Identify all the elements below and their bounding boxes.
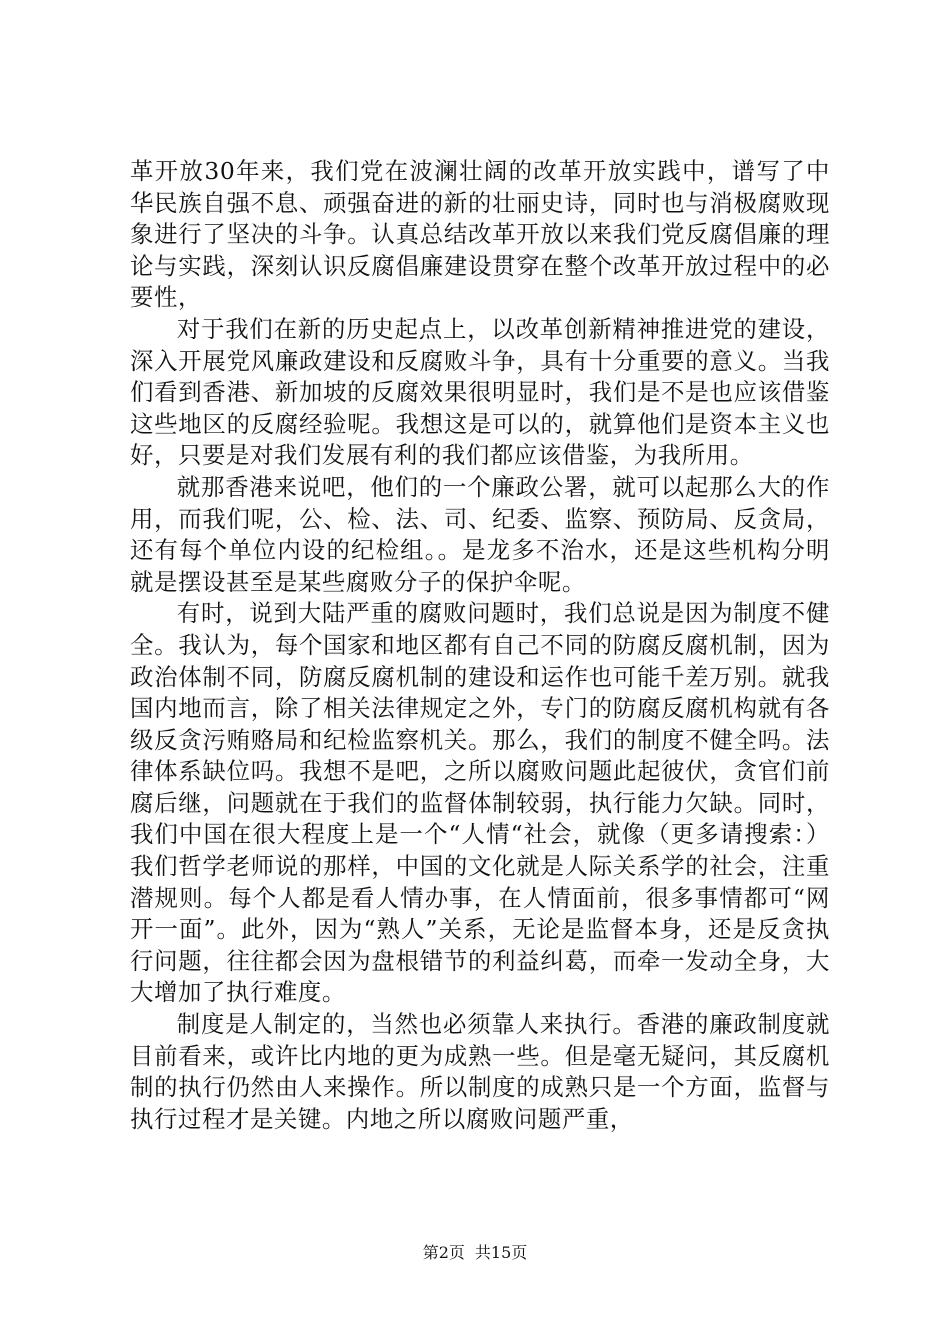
paragraph-2: 对于我们在新的历史起点上，以改革创新精神推进党的建设，深入开展党风廉政建设和反腐败斗争，具有十分重要的意义。当我们看到香港、新加坡的反腐效果很明显时，我们是不是也应该借鉴这些地区的反腐经验呢。我想这是可以的，就算他们是资本主义也好，只要是对我们发展有利的我们都应该借鉴，为我所用。 xyxy=(130,314,830,470)
paragraph-4: 有时，说到大陆严重的腐败问题时，我们总说是因为制度不健全。我认为，每个国家和地区都有自己不同的防腐反腐机制，因为政治体制不同，防腐反腐机制的建设和运作也可能千差万别。就我国内地而言，除了相关法律规定之外，专门的防腐反腐机构就有各级反贪污贿赂局和纪检监察机关。那么，我们的制度不健全吗。法律体系缺位吗。我想不是吧，之所以腐败问题此起彼伏，贪官们前腐后继，问题就在于我们的监督体制较弱，执行能力欠缺。同时，我们中国在很大程度上是一个“人情“社会，就像（更多请搜索：）我们哲学老师说的那样，中国的文化就是人际关系学的社会，注重潜规则。每个人都是看人情办事，在人情面前，很多事情都可“网开一面”。此外，因为“熟人”关系，无论是监督本身，还是反贪执行问题，往往都会因为盘根错节的利益纠葛，而牵一发动全身，大大增加了执行难度。 xyxy=(130,599,830,1007)
page-total: 共15页 xyxy=(474,1243,528,1262)
page-number: 第2页 xyxy=(422,1243,465,1262)
page-footer xyxy=(0,1243,950,1263)
paragraph-5: 制度是人制定的，当然也必须靠人来执行。香港的廉政制度就目前看来，或许比内地的更为成熟一些。但是毫无疑问，其反腐机制的执行仍然由人来操作。所以制度的成熟只是一个方面，监督与执行过程才是关键。内地之所以腐败问题严重， xyxy=(130,1010,830,1133)
paragraph-1: 革开放30年来，我们党在波澜壮阔的改革开放实践中，谱写了中华民族自强不息、顽强奋进的新的壮丽史诗，同时也与消极腐败现象进行了坚决的斗争。认真总结改革开放以来我们党反腐倡廉的理论与实践，深刻认识反腐倡廉建设贯穿在整个改革开放过程中的必要性， xyxy=(130,157,830,312)
document-body xyxy=(130,156,830,1135)
paragraph-3: 就那香港来说吧，他们的一个廉政公署，就可以起那么大的作用，而我们呢，公、检、法、司、纪委、监察、预防局、反贪局，还有每个单位内设的纪检组。。是龙多不治水，还是这些机构分明就是摆设甚至是某些腐败分子的保护伞呢。 xyxy=(130,472,830,596)
